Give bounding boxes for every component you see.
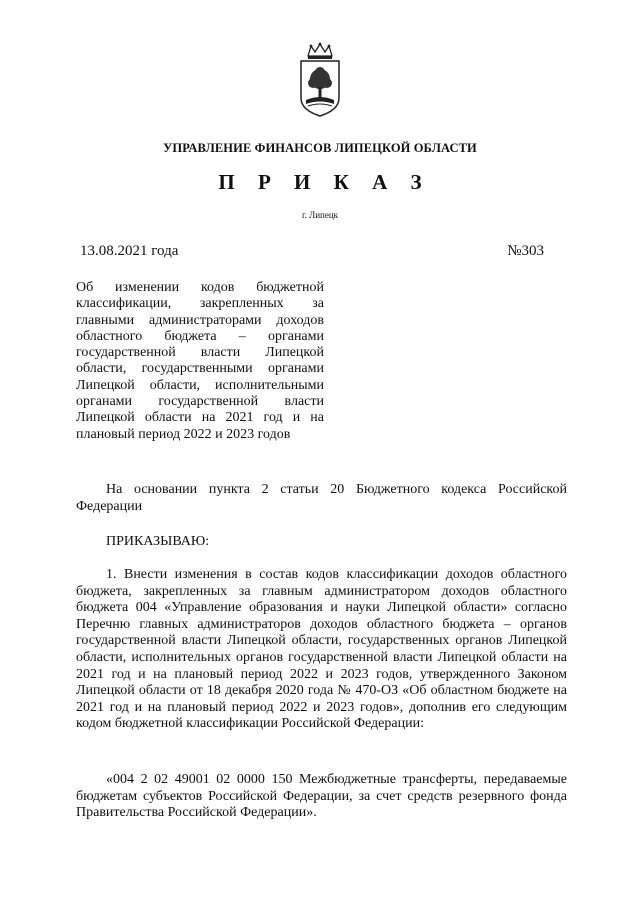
document-subject: Об изменении кодов бюджетной классификации, закрепленных за главными администраторами доходов областного бюджета – органами государственной власти Липецкой области, государственными органами Липецкой области, исполнительными органами государственной власти Липецкой области на 2021 год и на плановый период 2022 и 2023 годов: [76, 280, 324, 442]
city-label: г. Липецк: [301, 210, 339, 220]
document-date: 13.08.2021 года: [80, 243, 179, 259]
coat-of-arms-icon: [298, 42, 342, 118]
document-type-title: П Р И К А З: [218, 170, 431, 194]
document-number: №303: [507, 243, 544, 259]
item-1-paragraph: 1. Внести изменения в состав кодов классификации доходов областного бюджета, закрепленных за главным администратором доходов областного бюджета 004 «Управление образования и науки Липецкой области» согласно Перечню главных администраторов доходов областного бюджета – органов государственной власти Липецкой области, государственных органов Липецкой области, исполнительных органов государственной власти Липецкой области на 2021 год и на плановый период 2022 и 2023 годов, утвержденного Законом Липецкой области от 18 декабря 2020 года № 470-ОЗ «Об областном бюджете на 2021 год и на плановый период 2022 и 2023 годов», дополнив его следующим кодом бюджетной классификации Российской Федерации:: [76, 567, 567, 732]
budget-code-quote: «004 2 02 49001 02 0000 150 Межбюджетные трансферты, передаваемые бюджетам субъектов Российской Федерации, за счет средств резервного фонда Правительства Российской Федерации».: [76, 772, 567, 821]
basis-paragraph: На основании пункта 2 статьи 20 Бюджетного кодекса Российской Федерации: [76, 482, 567, 514]
organization-name: УПРАВЛЕНИЕ ФИНАНСОВ ЛИПЕЦКОЙ ОБЛАСТИ: [163, 141, 477, 155]
order-word: ПРИКАЗЫВАЮ:: [106, 534, 210, 549]
